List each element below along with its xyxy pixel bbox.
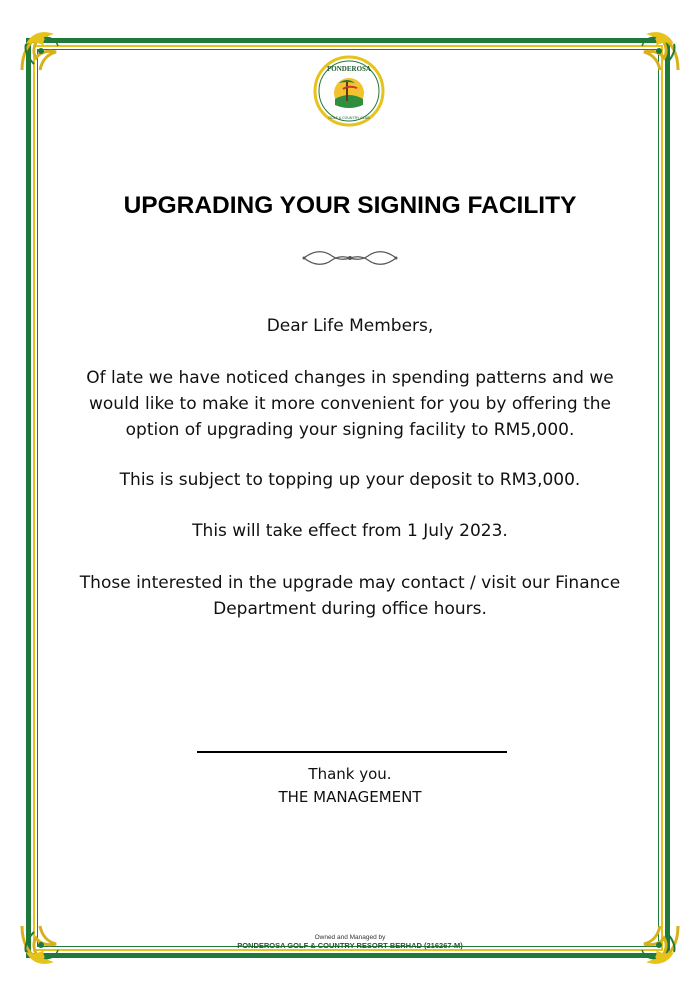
corner-ornament-icon <box>632 24 686 78</box>
logo-name: PONDEROSA <box>327 65 371 73</box>
flourish-divider-icon <box>300 246 400 270</box>
footer-owned-line: Owned and Managed by <box>314 934 386 941</box>
corner-ornament-icon <box>632 918 686 972</box>
corner-ornament-icon <box>14 918 68 972</box>
salutation: Dear Life Members, <box>266 316 434 336</box>
club-logo <box>313 55 385 127</box>
frame-inner-border <box>37 49 659 947</box>
signatory: THE MANAGEMENT <box>278 788 422 806</box>
logo-subtext: GOLF & COUNTRY CLUB <box>328 116 370 120</box>
notice-paragraph: This will take effect from 1 July 2023. <box>192 521 508 541</box>
notice-paragraph: Of late we have noticed changes in spending patterns and we would like to make it more convenient for you by offering the option of upgrading your signing facility to RM5,000. <box>86 368 614 440</box>
notice-title: UPGRADING YOUR SIGNING FACILITY <box>123 192 577 219</box>
notice-paragraph: This is subject to topping up your deposit to RM3,000. <box>119 470 581 490</box>
closing-text: Thank you. <box>308 765 392 783</box>
footer-company-line: PONDEROSA GOLF & COUNTRY RESORT BERHAD (216267-M) <box>237 941 463 950</box>
notice-paragraph: Those interested in the upgrade may contact / visit our Finance Department during office hours. <box>79 573 621 619</box>
corner-ornament-icon <box>14 24 68 78</box>
signature-line <box>197 751 507 753</box>
